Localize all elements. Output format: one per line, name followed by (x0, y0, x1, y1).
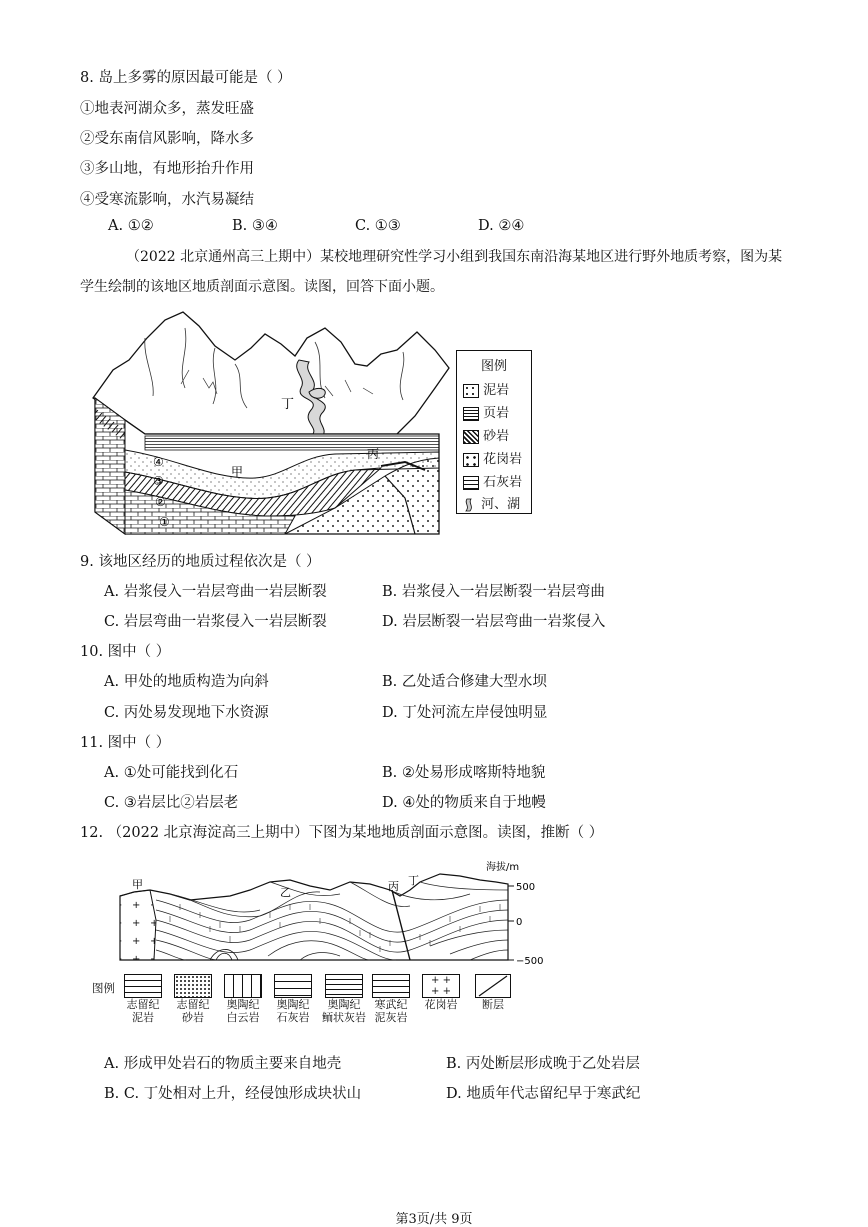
q11-stem: 11. 图中（ ） (80, 735, 171, 751)
legend-text: 奥陶纪 (226, 998, 260, 1011)
q11-option-b[interactable]: B. ②处易形成喀斯特地貌 (382, 765, 546, 781)
q8-option-b[interactable]: B. ③④ (232, 218, 278, 234)
label-n2: ② (155, 495, 166, 509)
mudstone-swatch (463, 384, 479, 398)
shale-swatch (463, 407, 479, 421)
ordovician-oolitic-swatch (325, 974, 363, 998)
q12-option-d[interactable]: D. 地质年代志留纪早于寒武纪 (446, 1086, 641, 1102)
legend-text: 奥陶纪 (276, 998, 310, 1011)
legend-row-granite (463, 448, 522, 467)
passage-intro (80, 242, 792, 302)
q11-option-c[interactable]: C. ③岩层比②岩层老 (104, 795, 239, 811)
limestone-swatch (463, 476, 479, 490)
q9-option-d[interactable]: D. 岩层断裂一岩层弯曲一岩浆侵入 (382, 614, 606, 630)
q9-stem: 9. 该地区经历的地质过程依次是（ ） (80, 554, 321, 570)
legend-row-river (463, 493, 520, 512)
fig1-legend-title: 图例 (480, 359, 507, 374)
label-ding: 丁 (281, 397, 295, 412)
legend-text: 泥灰岩 (374, 1011, 408, 1024)
legend-text: 鲕状灰岩 (322, 1011, 366, 1024)
fig2-tick-neg500: −500 (516, 956, 544, 967)
legend-label-shale: 页岩 (483, 406, 510, 421)
fig2-label-bing: 丙 (388, 880, 399, 893)
q12-option-b[interactable]: B. 丙处断层形成晚于乙处岩层 (446, 1056, 640, 1072)
legend-ordovician-dolomite (222, 974, 264, 1024)
q9-option-b[interactable]: B. 岩浆侵入一岩层断裂一岩层弯曲 (382, 584, 605, 600)
legend-label-limestone: 石灰岩 (483, 475, 523, 490)
q9-option-c[interactable]: C. 岩层弯曲一岩浆侵入一岩层断裂 (104, 614, 327, 630)
ordovician-dolomite-swatch (224, 974, 262, 998)
label-n3: ③ (153, 474, 164, 488)
legend-ordovician-oolitic-limestone (318, 974, 370, 1024)
geology-cross-section (110, 860, 550, 970)
q9-option-a[interactable]: A. 岩浆侵入一岩层弯曲一岩层断裂 (104, 584, 327, 600)
silurian-sandstone-swatch (174, 974, 212, 998)
legend-text: 泥岩 (132, 1011, 154, 1024)
fig2-tick-0: 0 (516, 917, 523, 928)
q10-option-a[interactable]: A. 甲处的地质构造为向斜 (104, 674, 269, 690)
legend-row-shale (463, 402, 509, 421)
label-bing: 丙 (367, 447, 380, 461)
legend-label-granite: 花岗岩 (483, 452, 523, 467)
legend-text: 奥陶纪 (327, 998, 361, 1011)
q8-option-d[interactable]: D. ②④ (478, 218, 525, 234)
river-icon (463, 498, 477, 512)
fault-swatch (475, 974, 511, 998)
fig2-legend (122, 974, 522, 1034)
legend-ordovician-limestone (272, 974, 314, 1024)
fig2-label-yi: 乙 (280, 886, 291, 899)
legend-row-sandstone (463, 425, 509, 444)
legend-text: 花岗岩 (424, 998, 458, 1011)
q12-stem: 12. （2022 北京海淀高三上期中）下图为某地地质剖面示意图。读图，推断（ ） (80, 825, 604, 841)
q12-option-a[interactable]: A. 形成甲处岩石的物质主要来自地壳 (104, 1056, 342, 1072)
fig2-axis-title: 海拔/m (486, 862, 520, 873)
silurian-mudstone-swatch (124, 974, 162, 998)
q8-statement-4: ④受寒流影响，水汽易凝结 (80, 192, 254, 208)
q8-option-c[interactable]: C. ①③ (355, 218, 401, 234)
fig2-label-ding: 丁 (408, 874, 419, 887)
q10-option-c[interactable]: C. 丙处易发现地下水资源 (104, 705, 269, 721)
q10-option-d[interactable]: D. 丁处河流左岸侵蚀明显 (382, 705, 548, 721)
legend-text: 志留纪 (126, 998, 160, 1011)
legend-text: 志留纪 (176, 998, 210, 1011)
q10-option-b[interactable]: B. 乙处适合修建大型水坝 (382, 674, 547, 690)
fig2-legend-label: 图例 (92, 981, 115, 995)
label-n4: ④ (153, 455, 164, 469)
legend-label-mudstone: 泥岩 (483, 383, 510, 398)
legend-fault (472, 974, 514, 1011)
q11-option-a[interactable]: A. ①处可能找到化石 (104, 765, 239, 781)
q8-statement-2: ②受东南信风影响，降水多 (80, 131, 254, 147)
legend-row-limestone (463, 471, 522, 490)
label-jia: 甲 (231, 465, 244, 479)
legend-silurian-mudstone (122, 974, 164, 1024)
q8-stem: 8. 岛上多雾的原因最可能是（ ） (80, 70, 292, 86)
sandstone-swatch (463, 430, 479, 444)
ordovician-limestone-swatch (274, 974, 312, 998)
q8-option-a[interactable]: A. ①② (108, 218, 154, 234)
fig1-legend (456, 350, 532, 514)
legend-row-mudstone (463, 379, 509, 398)
legend-granite (420, 974, 462, 1011)
page-footer: 第3页/共 9页 (395, 1212, 473, 1227)
legend-text: 砂岩 (182, 1011, 204, 1024)
granite-swatch (463, 453, 479, 467)
legend-text: 寒武纪 (374, 998, 408, 1011)
cambrian-marl-swatch (372, 974, 410, 998)
q8-statement-1: ①地表河湖众多，蒸发旺盛 (80, 101, 254, 117)
legend-cambrian-marl (370, 974, 412, 1024)
legend-text: 白云岩 (226, 1011, 260, 1024)
q8-statement-3: ③多山地，有地形抬升作用 (80, 161, 254, 177)
fig2-label-jia: 甲 (132, 878, 143, 891)
legend-silurian-sandstone (172, 974, 214, 1024)
legend-label-sandstone: 砂岩 (483, 429, 510, 444)
fig2-tick-500: 500 (516, 882, 536, 893)
q11-option-d[interactable]: D. ④处的物质来自于地幔 (382, 795, 546, 811)
label-n1: ① (159, 515, 170, 529)
legend-text: 石灰岩 (276, 1011, 310, 1024)
granite-swatch: + + + + (422, 974, 460, 998)
legend-text: 断层 (482, 998, 504, 1011)
q12-option-c[interactable]: B. C. 丁处相对上升，经侵蚀形成块状山 (104, 1086, 362, 1102)
legend-label-river: 河、湖 (481, 497, 521, 512)
passage-intro-text: （2022 北京通州高三上期中）某校地理研究性学习小组到我国东南沿海某地区进行野外地质考察，图为某学生绘制的该地区地质剖面示意图。读图，回答下面小题。 (80, 249, 783, 295)
q10-stem: 10. 图中（ ） (80, 644, 171, 660)
